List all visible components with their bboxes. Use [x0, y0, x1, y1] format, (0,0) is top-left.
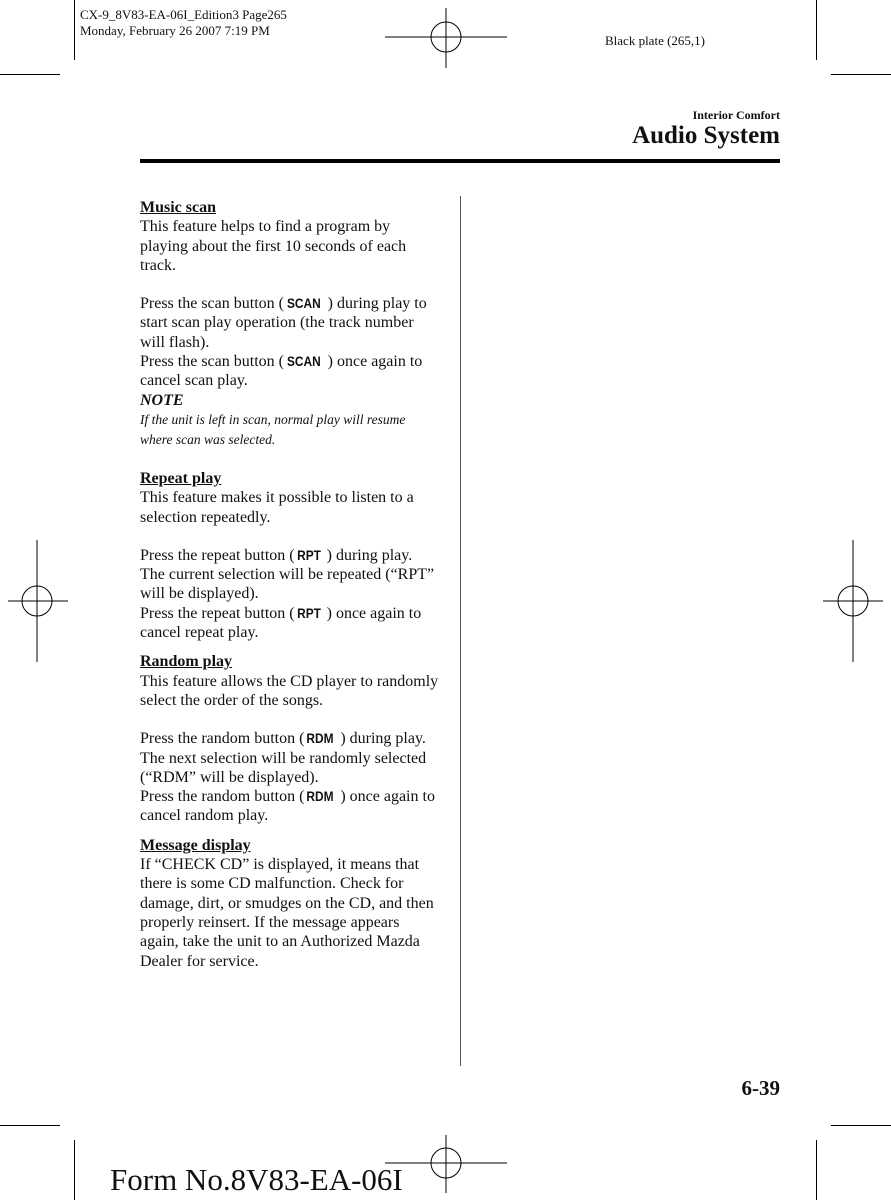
crop-mark-bottom-right-v [816, 1140, 817, 1200]
music-scan-para1: This feature helps to find a program by playing about the first 10 seconds of each track. [140, 218, 407, 274]
header-rule [140, 159, 780, 163]
crop-mark-bottom-right-h [831, 1125, 891, 1126]
random-play-para2: Press the random button ( RDM ) during play. The next selection will be randomly selected (“RDM” will be displayed). [140, 730, 427, 786]
rpt-button-glyph: RPT [296, 604, 321, 621]
crop-mark-bottom-left-h [0, 1125, 60, 1126]
crop-mark-top-left-h [0, 74, 60, 75]
print-meta-line1: CX-9_8V83-EA-06I_Edition3 Page265 [80, 7, 287, 22]
registration-mark-top-icon [385, 0, 507, 70]
repeat-play-para3: Press the repeat button ( RPT ) once again to cancel repeat play. [140, 604, 422, 642]
section-music-scan [140, 198, 440, 450]
plate-label: Black plate (265,1) [605, 33, 705, 48]
random-play-para1: This feature allows the CD player to randomly select the order of the songs. [140, 672, 439, 709]
repeat-play-para1: This feature makes it possible to listen to a selection repeatedly. [140, 489, 414, 526]
registration-mark-right-icon [821, 540, 891, 662]
registration-mark-left-icon [0, 540, 70, 662]
heading-random-play: Random play [140, 653, 233, 671]
note-title: NOTE [140, 391, 184, 409]
crop-mark-bottom-left-v [74, 1140, 75, 1200]
music-scan-para3: Press the scan button ( SCAN ) once again to cancel scan play. [140, 353, 423, 390]
scan-button-glyph: SCAN [286, 353, 321, 370]
registration-mark-bottom-icon [385, 1135, 507, 1200]
random-play-para3: Press the random button ( RDM ) once again to cancel random play. [140, 788, 435, 825]
print-metadata [80, 7, 287, 39]
heading-repeat-play: Repeat play [140, 469, 222, 487]
column-divider [460, 196, 461, 1066]
crop-mark-top-right-h [831, 74, 891, 75]
message-display-para1: If “CHECK CD” is displayed, it means that there is some CD malfunction. Check for damage, dirt, or smudges on the CD, and then properly reinsert. If the message appears again, take the unit to an Authorized Mazda Dealer for service. [140, 856, 434, 970]
form-number: Form No.8V83-EA-06I [110, 1162, 403, 1197]
rdm-button-glyph: RDM [306, 730, 334, 747]
page-number: 6-39 [741, 1076, 780, 1100]
crop-mark-top-right-v [816, 0, 817, 60]
repeat-play-para2: Press the repeat button ( RPT ) during play. The current selection will be repeated (“RPT” will be displayed). [140, 546, 435, 603]
section-label: Interior Comfort [692, 108, 780, 122]
heading-music-scan: Music scan [140, 199, 216, 216]
music-scan-para2: Press the scan button ( SCAN ) during play to start scan play operation (the track number will flash). [140, 295, 427, 351]
rpt-button-glyph: RPT [296, 546, 321, 563]
scan-button-glyph: SCAN [286, 295, 321, 312]
print-meta-line2: Monday, February 26 2007 7:19 PM [80, 23, 270, 38]
page-title: Audio System [632, 122, 780, 149]
section-random-play [140, 652, 440, 825]
section-message-display [140, 836, 440, 971]
rdm-button-glyph: RDM [306, 788, 334, 805]
main-column [140, 198, 440, 971]
section-repeat-play [140, 469, 440, 642]
note-text: If the unit is left in scan, normal play will resume where scan was selected. [140, 411, 406, 447]
heading-message-display: Message display [140, 836, 251, 854]
crop-mark-top-left-v [74, 0, 75, 60]
